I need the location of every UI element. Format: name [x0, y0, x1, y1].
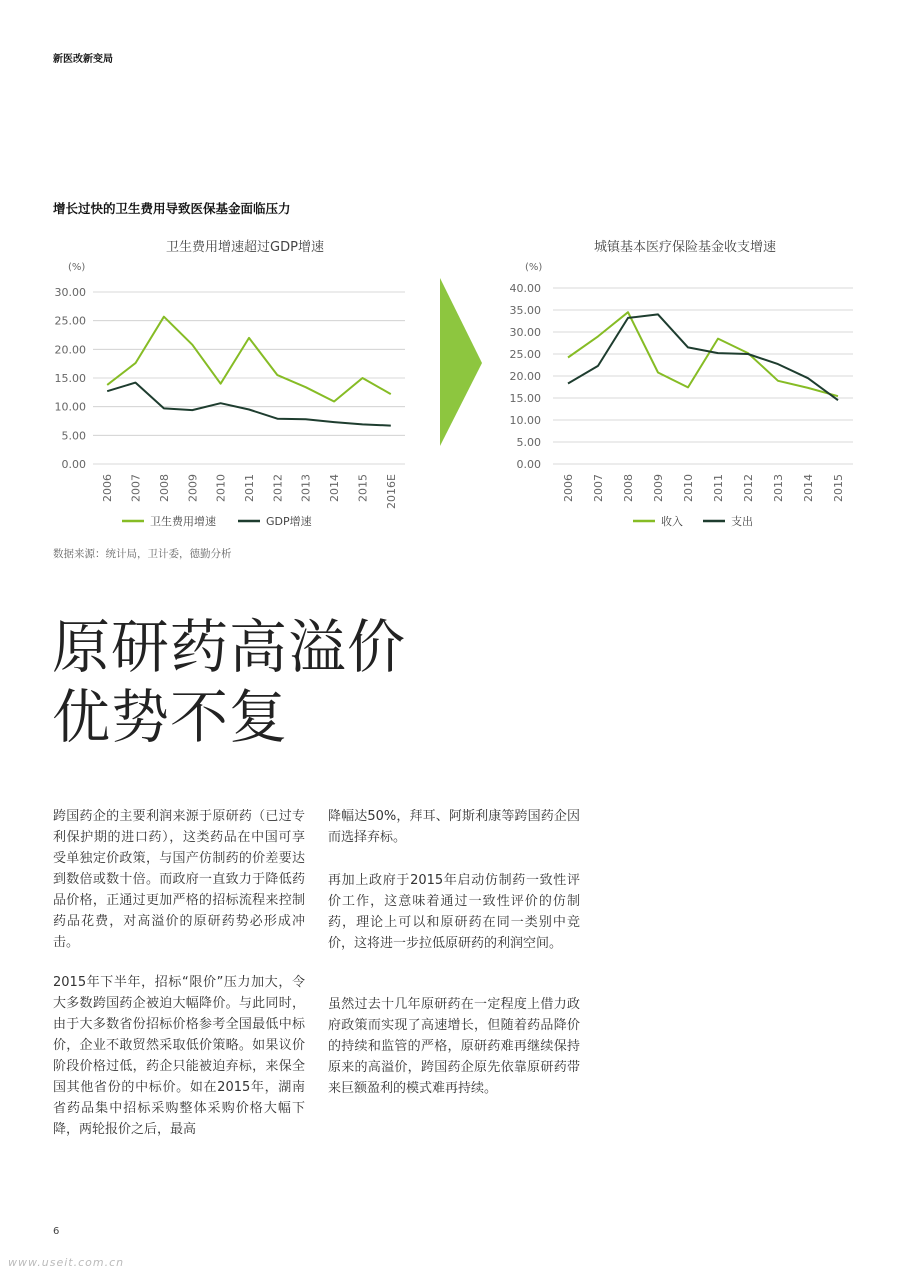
chart1-x-tick-label: 2014 [328, 474, 342, 502]
chart1-series-line-1 [107, 317, 391, 402]
chart2-x-tick-label: 2008 [622, 474, 635, 502]
chart2-x-tick-label: 2009 [652, 474, 665, 502]
chart2-x-tick-label: 2007 [592, 474, 605, 502]
chart2-y-tick-label: 0.00 [516, 458, 541, 471]
chart2-y-tick-label: 40.00 [509, 282, 541, 295]
chart2-y-tick-label: 15.00 [509, 392, 541, 405]
chart1-legend-label-2: GDP增速 [266, 515, 312, 528]
chart1-x-tick-label: 2013 [299, 474, 313, 502]
chevron-right-arrow-icon [438, 278, 484, 448]
chart1-x-tick-label: 2012 [271, 474, 285, 502]
chart1-x-tick-label: 2006 [101, 474, 115, 502]
chart1-y-unit: (%) [68, 262, 86, 273]
data-source: 数据来源：统计局，卫计委，德勤分析 [53, 548, 232, 560]
page-heading [52, 612, 406, 752]
chart2-y-tick-label: 20.00 [509, 370, 541, 383]
chart1-title: 卫生费用增速超过GDP增速 [166, 240, 324, 255]
chart2-legend-label-2: 支出 [731, 515, 753, 528]
chart2-x-tick-label: 2013 [772, 474, 785, 502]
chart2-legend-label-1: 收入 [661, 515, 683, 528]
chart1-x-tick-label: 2009 [186, 474, 200, 502]
chart1-y-tick-label: 5.00 [61, 429, 86, 443]
chart2-x-tick-label: 2006 [562, 474, 575, 502]
right-paragraph-2: 再加上政府于2015年启动仿制药一致性评价工作，这意味着通过一致性评价的仿制药，理论上可以和原研药在同一类别中竞价，这将进一步拉低原研药的利润空间。 [328, 873, 580, 951]
chart1-y-tick-label: 15.00 [54, 372, 86, 385]
chart2-y-tick-label: 30.00 [509, 326, 541, 339]
chart2-y-unit: (%) [525, 262, 543, 273]
page-heading-line1: 原研药高溢价 [52, 613, 407, 681]
left-paragraph-1: 跨国药企的主要利润来源于原研药（已过专利保护期的进口药），这类药品在中国可享受单独定价政策，与国产仿制药的价差要达到数倍或数十倍。而政府一直致力于降低药品价格，正通过更加严格的招标流程来控制药品花费，对高溢价的原研药势必形成冲击。 [53, 809, 305, 950]
chart1-y-tick-label: 20.00 [54, 343, 86, 357]
chart1-y-tick-label: 10.00 [54, 400, 86, 414]
section-title: 增长过快的卫生费用导致医保基金面临压力 [53, 201, 291, 216]
chart2-x-tick-label: 2014 [802, 474, 815, 502]
chart1-y-tick-label: 30.00 [54, 286, 86, 299]
header-title: 新医改新变局 [53, 54, 113, 65]
chart2-x-tick-label: 2011 [712, 474, 725, 502]
page-number: 6 [53, 1226, 60, 1237]
left-paragraph-2: 2015年下半年，招标“限价”压力加大，令大多数跨国药企被迫大幅降价。与此同时，由于大多数省份招标价格参考全国最低中标价，企业不敢贸然采取低价策略。如果议价阶段价格过低，药企只能被迫弃标，来保全国其他省份的中标价。如在2015年，湖南省药品集中招标采购整体采购价格大幅下降，两轮报价之后，最高 [53, 975, 305, 1137]
chart1-x-tick-label: 2007 [129, 474, 143, 502]
page-heading-line2: 优势不复 [52, 683, 289, 751]
chart1-x-tick-label: 2016E [384, 474, 398, 509]
chart2-svg [465, 250, 885, 540]
chart1-y-tick-label: 25.00 [54, 314, 86, 328]
chart1-legend-label-1: 卫生费用增速 [150, 515, 216, 528]
chart2-title: 城镇基本医疗保险基金收支增速 [593, 240, 776, 255]
chart1-y-tick-label: 0.00 [61, 458, 86, 471]
chart2-y-tick-label: 35.00 [509, 304, 541, 317]
chart1-x-tick-label: 2010 [214, 474, 228, 502]
chart1-x-tick-label: 2008 [157, 474, 171, 502]
chart1-x-tick-label: 2011 [243, 474, 256, 502]
chart2-x-tick-label: 2015 [832, 474, 845, 502]
right-paragraph-3: 虽然过去十几年原研药在一定程度上借力政府政策而实现了高速增长，但随着药品降价的持续和监管的严格，原研药难再继续保持原来的高溢价，跨国药企原先依靠原研药带来巨额盈利的模式难再持续。 [328, 997, 580, 1096]
chart2-x-tick-label: 2012 [742, 474, 755, 502]
chart2-y-tick-label: 25.00 [509, 348, 541, 361]
chart2-y-tick-label: 5.00 [516, 436, 541, 449]
chart2-x-tick-label: 2010 [682, 474, 695, 502]
chart1-x-tick-label: 2015 [356, 474, 370, 502]
chart1-svg [0, 250, 440, 540]
right-paragraph-1: 降幅达50%，拜耳、阿斯利康等跨国药企因而选择弃标。 [328, 809, 580, 845]
chart2-y-tick-label: 10.00 [509, 414, 541, 427]
watermark: www.useit.com.cn [8, 1256, 125, 1269]
